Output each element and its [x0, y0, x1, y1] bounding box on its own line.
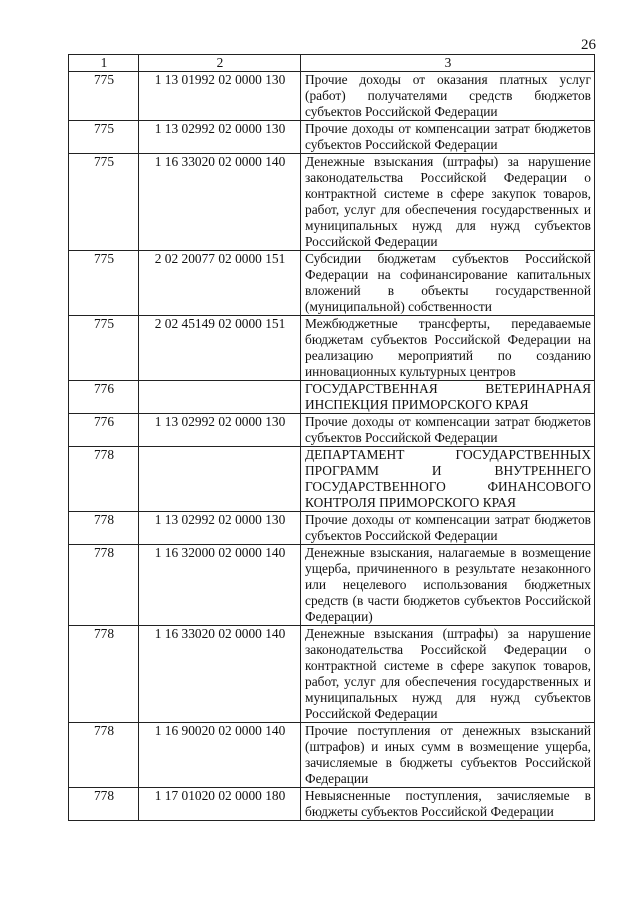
department-row	[69, 381, 595, 414]
admin-code-cell: 775	[69, 251, 139, 316]
revenue-code-cell	[139, 381, 301, 414]
admin-code-cell: 778	[69, 545, 139, 626]
admin-code-cell: 775	[69, 121, 139, 154]
description-cell: Прочие доходы от компенсации затрат бюджетов субъектов Российской Федерации	[301, 121, 595, 154]
header-col-1: 1	[69, 55, 139, 72]
admin-code-cell: 778	[69, 626, 139, 723]
description-cell: Невыясненные поступления, зачисляемые в бюджеты субъектов Российской Федерации	[301, 788, 595, 821]
description-cell: Денежные взыскания, налагаемые в возмещение ущерба, причиненного в результате незаконного или нецелевого использования бюджетных средств (в части бюджетов субъектов Российской Федерации)	[301, 545, 595, 626]
table-row	[69, 154, 595, 251]
department-name-cell: ДЕПАРТАМЕНТ ГОСУДАРСТВЕННЫХ ПРОГРАММ И ВНУТРЕННЕГО ГОСУДАРСТВЕННОГО ФИНАНСОВОГО КОНТРОЛЯ ПРИМОРСКОГО КРАЯ	[301, 447, 595, 512]
revenue-code-cell: 1 16 33020 02 0000 140	[139, 154, 301, 251]
revenue-code-cell: 2 02 45149 02 0000 151	[139, 316, 301, 381]
table-row	[69, 512, 595, 545]
description-cell: Прочие доходы от компенсации затрат бюджетов субъектов Российской Федерации	[301, 512, 595, 545]
table-row	[69, 72, 595, 121]
department-row	[69, 447, 595, 512]
description-cell: Субсидии бюджетам субъектов Российской Федерации на софинансирование капитальных вложений в объекты государственной (муниципальной) собственности	[301, 251, 595, 316]
revenue-code-cell: 1 16 90020 02 0000 140	[139, 723, 301, 788]
department-name-cell: ГОСУДАРСТВЕННАЯ ВЕТЕРИНАРНАЯ ИНСПЕКЦИЯ ПРИМОРСКОГО КРАЯ	[301, 381, 595, 414]
table-row	[69, 626, 595, 723]
admin-code-cell: 778	[69, 723, 139, 788]
admin-code-cell: 778	[69, 447, 139, 512]
revenue-code-cell	[139, 447, 301, 512]
description-cell: Межбюджетные трансферты, передаваемые бюджетам субъектов Российской Федерации на реализацию мероприятий по созданию инновационных культурных центров	[301, 316, 595, 381]
table-header-row	[69, 55, 595, 72]
description-cell: Прочие доходы от компенсации затрат бюджетов субъектов Российской Федерации	[301, 414, 595, 447]
table-row	[69, 788, 595, 821]
table-row	[69, 414, 595, 447]
admin-code-cell: 775	[69, 316, 139, 381]
admin-code-cell: 776	[69, 414, 139, 447]
page-number: 26	[581, 37, 596, 53]
header-col-2: 2	[139, 55, 301, 72]
revenue-code-cell: 1 13 02992 02 0000 130	[139, 512, 301, 545]
admin-code-cell: 775	[69, 72, 139, 121]
revenue-code-cell: 1 16 33020 02 0000 140	[139, 626, 301, 723]
revenue-code-cell: 2 02 20077 02 0000 151	[139, 251, 301, 316]
revenue-code-cell: 1 13 02992 02 0000 130	[139, 121, 301, 154]
revenue-code-cell: 1 17 01020 02 0000 180	[139, 788, 301, 821]
header-col-3: 3	[301, 55, 595, 72]
revenue-code-cell: 1 13 02992 02 0000 130	[139, 414, 301, 447]
table-row	[69, 251, 595, 316]
description-cell: Денежные взыскания (штрафы) за нарушение законодательства Российской Федерации о контрактной системе в сфере закупок товаров, работ, услуг для обеспечения государственных и муниципальных нужд для нужд субъектов Российской Федерации	[301, 154, 595, 251]
revenue-code-cell: 1 16 32000 02 0000 140	[139, 545, 301, 626]
admin-code-cell: 776	[69, 381, 139, 414]
description-cell: Прочие доходы от оказания платных услуг (работ) получателями средств бюджетов субъектов Российской Федерации	[301, 72, 595, 121]
admin-code-cell: 778	[69, 512, 139, 545]
admin-code-cell: 775	[69, 154, 139, 251]
table-row	[69, 121, 595, 154]
table-row	[69, 723, 595, 788]
admin-code-cell: 778	[69, 788, 139, 821]
revenue-code-cell: 1 13 01992 02 0000 130	[139, 72, 301, 121]
table-row	[69, 545, 595, 626]
revenue-codes-table	[68, 54, 595, 821]
table-row	[69, 316, 595, 381]
description-cell: Прочие поступления от денежных взысканий (штрафов) и иных сумм в возмещение ущерба, зачисляемые в бюджеты субъектов Российской Федерации	[301, 723, 595, 788]
description-cell: Денежные взыскания (штрафы) за нарушение законодательства Российской Федерации о контрактной системе в сфере закупок товаров, работ, услуг для обеспечения государственных и муниципальных нужд для нужд субъектов Российской Федерации	[301, 626, 595, 723]
